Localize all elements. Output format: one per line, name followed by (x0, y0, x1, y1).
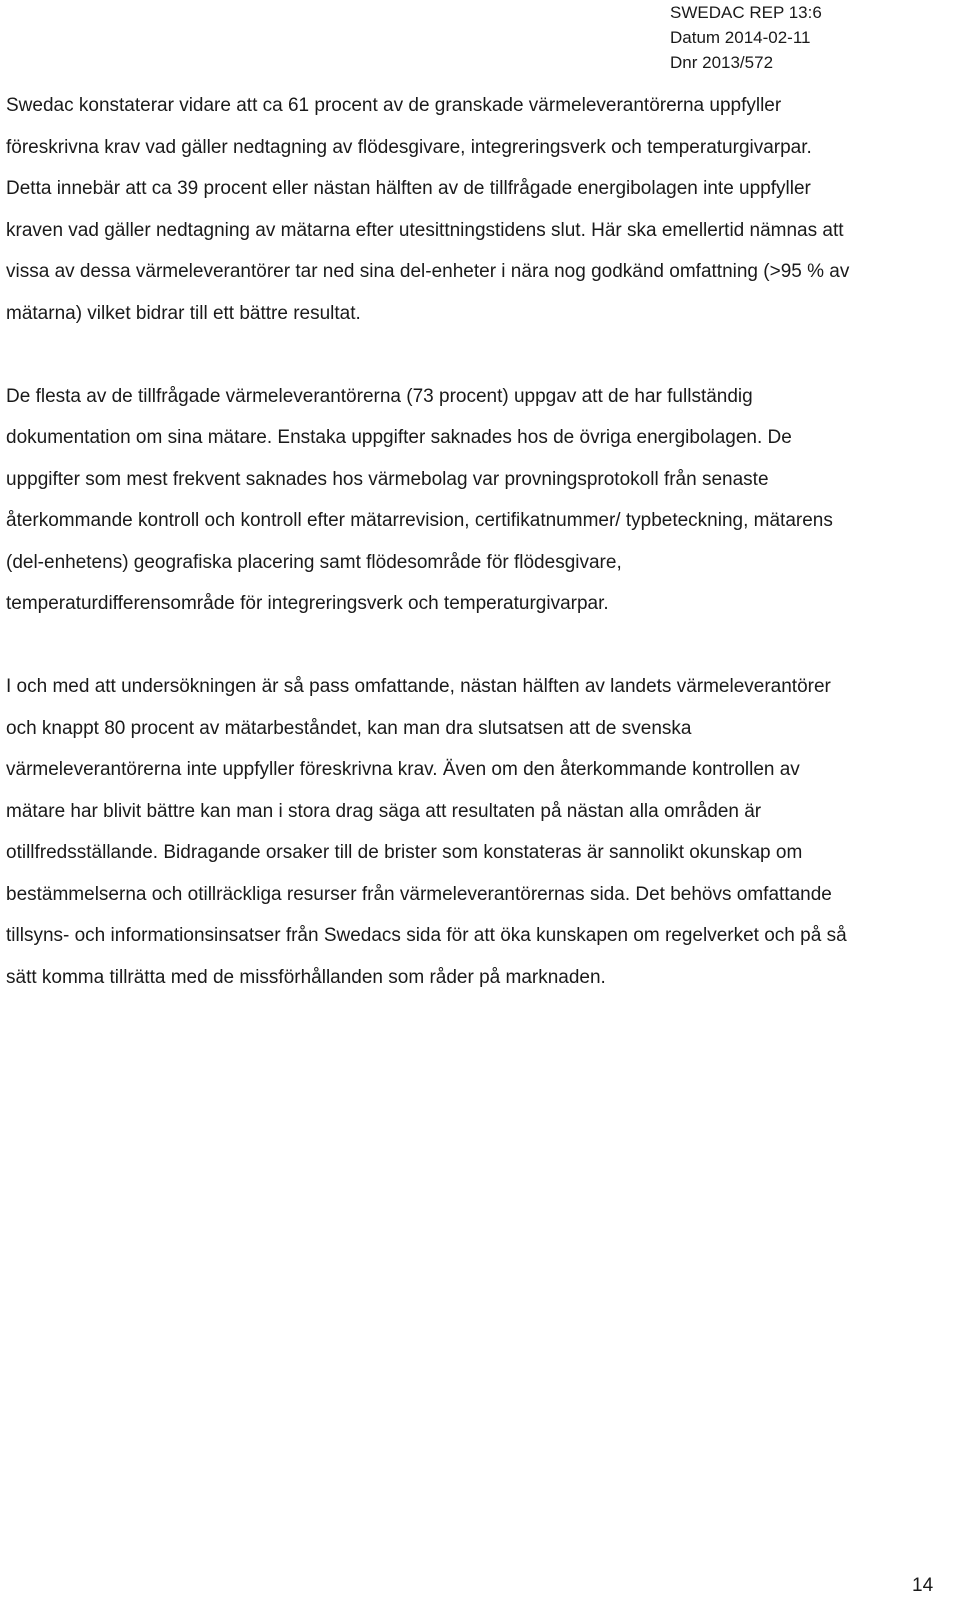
text-line: otillfredsställande. Bidragande orsaker till de brister som konstateras är sannolikt okunskap om (6, 842, 803, 863)
text-line: bestämmelserna och otillräckliga resurser från värmeleverantörernas sida. Det behövs omfattande (6, 883, 832, 905)
text-line: kraven vad gäller nedtagning av mätarna efter utesittningstidens slut. Här ska emellertid nämnas att (6, 219, 844, 241)
paragraph-3 (6, 666, 941, 998)
text-line: Swedac konstaterar vidare att ca 61 procent av de granskade värmeleverantörerna uppfyller (6, 95, 782, 116)
text-line: Detta innebär att ca 39 procent eller nästan hälften av de tillfrågade energibolagen inte uppfyller (6, 178, 811, 199)
report-number: SWEDAC REP 13:6 (670, 3, 822, 22)
paragraph-2 (6, 376, 941, 625)
text-line: återkommande kontroll och kontroll efter mätarrevision, certifikatnummer/ typbeteckning, mätarens (6, 510, 833, 531)
document-body (6, 85, 941, 998)
text-line: och knappt 80 procent av mätarbeståndet, kan man dra slutsatsen att de svenska (6, 717, 692, 739)
text-line: tillsyns- och informationsinsatser från Swedacs sida för att öka kunskapen om regelverket och på så (6, 925, 847, 946)
text-line: mätarna) vilket bidrar till ett bättre resultat. (6, 302, 361, 324)
document-header (670, 0, 950, 75)
diary-number: Dnr 2013/572 (670, 53, 774, 72)
paragraph-1 (6, 85, 941, 334)
paragraph-spacer (6, 625, 941, 667)
text-line: dokumentation om sina mätare. Enstaka uppgifter saknades hos de övriga energibolagen. De (6, 427, 792, 448)
text-line: vissa av dessa värmeleverantörer tar ned sina del-enheter i nära nog godkänd omfattning (>95 % av (6, 261, 850, 282)
text-line: föreskrivna krav vad gäller nedtagning av flödesgivare, integreringsverk och temperaturgivarpar. (6, 136, 812, 158)
text-line: uppgifter som mest frekvent saknades hos värmebolag var provningsprotokoll från senaste (6, 468, 769, 490)
text-line: mätare har blivit bättre kan man i stora drag säga att resultaten på nästan alla områden är (6, 800, 762, 822)
text-line: (del-enhetens) geografiska placering samt flödesområde för flödesgivare, (6, 551, 622, 573)
text-line: värmeleverantörerna inte uppfyller föreskrivna krav. Även om den återkommande kontrollen av (6, 759, 800, 780)
paragraph-spacer (6, 334, 941, 376)
text-line: sätt komma tillrätta med de missförhållanden som råder på marknaden. (6, 966, 606, 988)
text-line: temperaturdifferensområde för integreringsverk och temperaturgivarpar. (6, 593, 609, 614)
page-number: 14 (912, 1575, 934, 1596)
report-date: Datum 2014-02-11 (670, 28, 811, 47)
text-line: I och med att undersökningen är så pass omfattande, nästan hälften av landets värmeleverantörer (6, 676, 831, 697)
text-line: De flesta av de tillfrågade värmeleverantörerna (73 procent) uppgav att de har fullständig (6, 385, 753, 407)
